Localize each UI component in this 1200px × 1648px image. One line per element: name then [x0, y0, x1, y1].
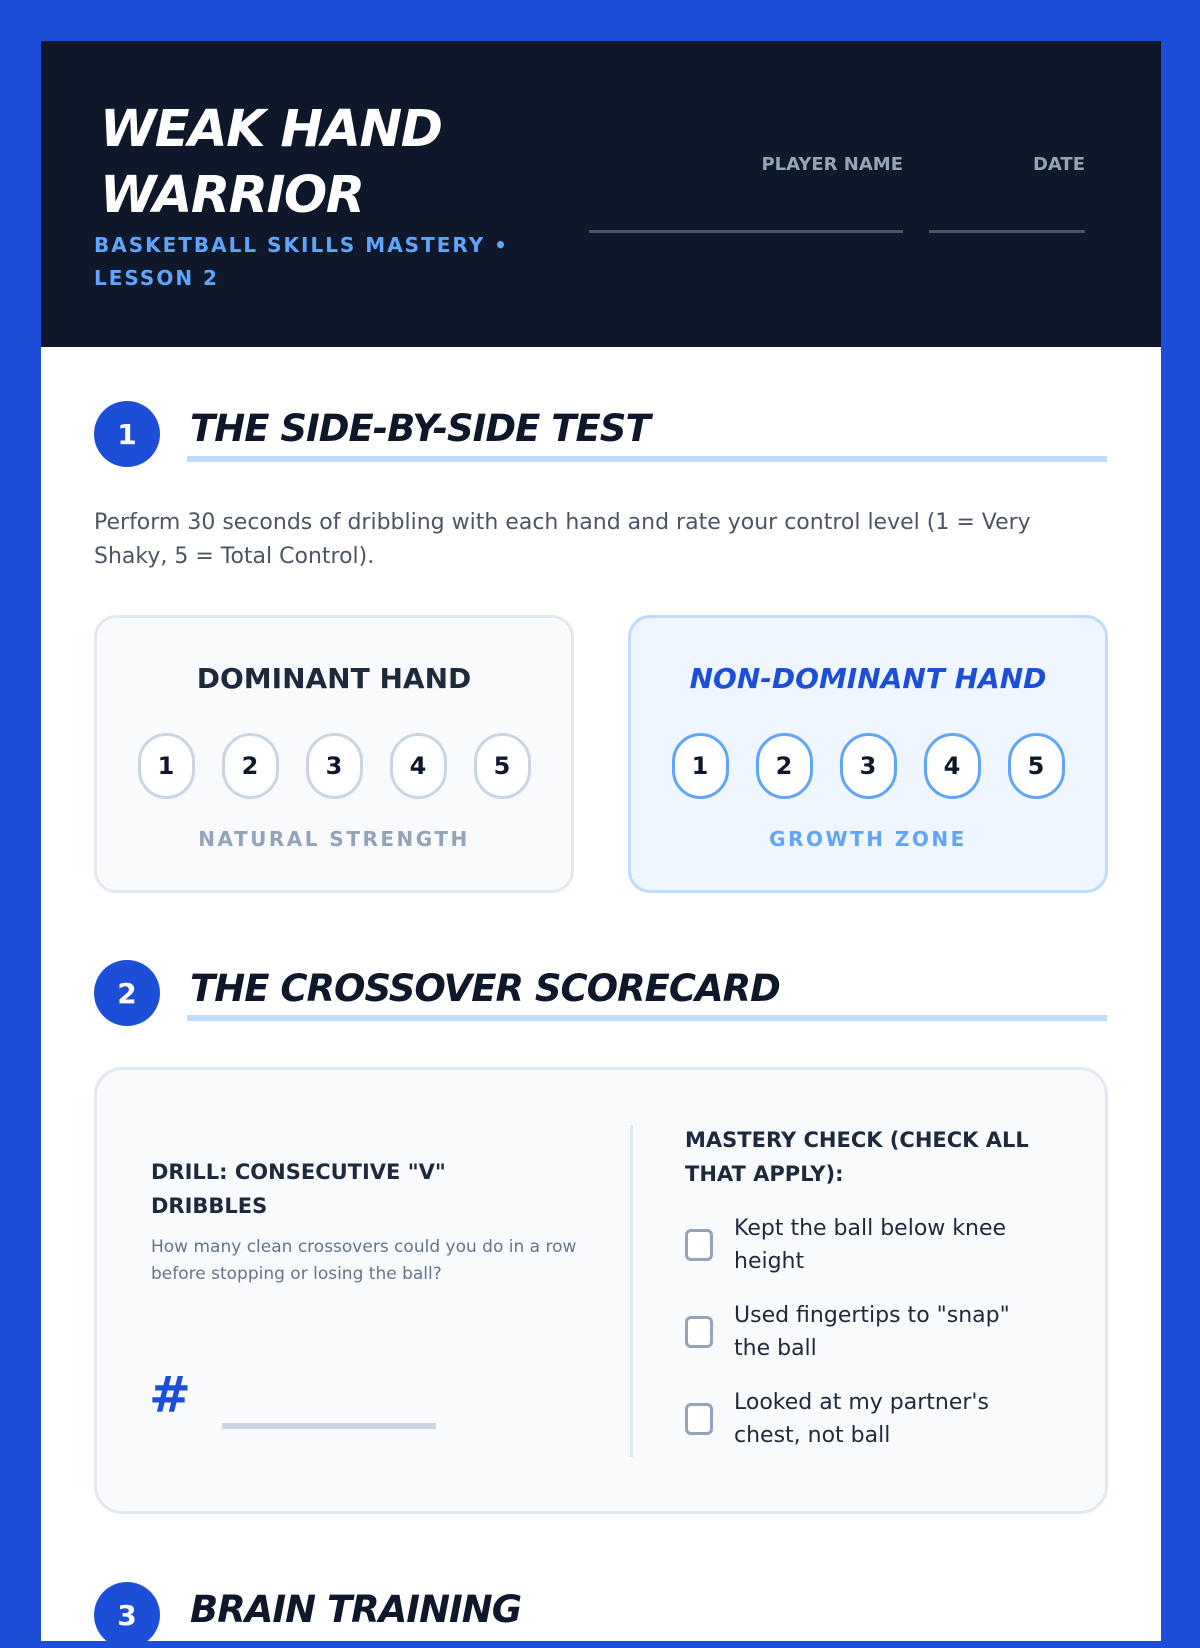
- section-2-title: THE CROSSOVER SCORECARD: [190, 967, 780, 1010]
- subtitle-line-2: LESSON 2: [94, 266, 219, 290]
- dominant-rating-4[interactable]: 4: [390, 733, 447, 799]
- worksheet-card: [41, 41, 1161, 1641]
- non-dominant-rating-5[interactable]: 5: [1008, 733, 1065, 799]
- dominant-rating-5[interactable]: 5: [474, 733, 531, 799]
- checkbox-icon[interactable]: [685, 1403, 713, 1435]
- worksheet-title: [100, 97, 570, 229]
- crossover-count-field[interactable]: [222, 1423, 436, 1429]
- mastery-check-item[interactable]: [685, 1386, 1045, 1452]
- mastery-check-item[interactable]: [685, 1212, 1045, 1278]
- mastery-check-item[interactable]: [685, 1299, 1045, 1365]
- date-field[interactable]: [929, 230, 1085, 233]
- non-dominant-rating-scale: [631, 733, 1105, 799]
- title-line-2: WARRIOR: [100, 166, 364, 225]
- crossover-scorecard: [94, 1067, 1108, 1514]
- player-name-label: PLAYER NAME: [761, 154, 903, 175]
- scorecard-divider: [630, 1125, 633, 1457]
- worksheet-subtitle: [94, 229, 574, 295]
- section-1-badge: 1: [94, 401, 160, 467]
- dominant-hand-caption: NATURAL STRENGTH: [198, 827, 470, 851]
- player-name-field[interactable]: [589, 230, 903, 233]
- dominant-hand-title: DOMINANT HAND: [196, 662, 472, 695]
- hash-icon: #: [149, 1366, 191, 1424]
- dominant-rating-2[interactable]: 2: [222, 733, 279, 799]
- section-1-title: THE SIDE-BY-SIDE TEST: [190, 407, 650, 450]
- title-line-1: WEAK HAND: [100, 100, 442, 159]
- drill-description: How many clean crossovers could you do in a row before stopping or losing the ball?: [151, 1237, 577, 1284]
- section-3-title: BRAIN TRAINING: [190, 1588, 522, 1631]
- non-dominant-rating-2[interactable]: 2: [756, 733, 813, 799]
- non-dominant-rating-3[interactable]: 3: [840, 733, 897, 799]
- section-3-badge: 3: [94, 1582, 160, 1648]
- section-1-rule: [187, 456, 1107, 462]
- mastery-check-label: Used fingertips to "snap" the ball: [734, 1303, 1010, 1361]
- dominant-rating-3[interactable]: 3: [306, 733, 363, 799]
- non-dominant-hand-title: NON-DOMINANT HAND: [689, 662, 1047, 695]
- mastery-check-label: Looked at my partner's chest, not ball: [734, 1390, 989, 1448]
- drill-title: DRILL: CONSECUTIVE "V" DRIBBLES: [151, 1160, 446, 1218]
- checkbox-icon[interactable]: [685, 1316, 713, 1348]
- dominant-rating-scale: [97, 733, 571, 799]
- mastery-check-title: MASTERY CHECK (CHECK ALL THAT APPLY):: [685, 1128, 1029, 1186]
- section-1-instructions: Perform 30 seconds of dribbling with each hand and rate your control level (1 = Very Shaky, 5 = Total Control).: [94, 510, 1031, 569]
- checkbox-icon[interactable]: [685, 1229, 713, 1261]
- non-dominant-rating-1[interactable]: 1: [672, 733, 729, 799]
- dominant-rating-1[interactable]: 1: [138, 733, 195, 799]
- non-dominant-rating-4[interactable]: 4: [924, 733, 981, 799]
- worksheet-header: [41, 41, 1161, 347]
- non-dominant-hand-panel: [628, 615, 1108, 893]
- subtitle-line-1: BASKETBALL SKILLS MASTERY •: [94, 233, 509, 257]
- date-label: DATE: [1032, 154, 1085, 175]
- dominant-hand-panel: [94, 615, 574, 893]
- section-2-rule: [187, 1015, 1107, 1021]
- non-dominant-hand-caption: GROWTH ZONE: [769, 827, 967, 851]
- mastery-check-label: Kept the ball below knee height: [734, 1216, 1007, 1274]
- section-2-badge: 2: [94, 960, 160, 1026]
